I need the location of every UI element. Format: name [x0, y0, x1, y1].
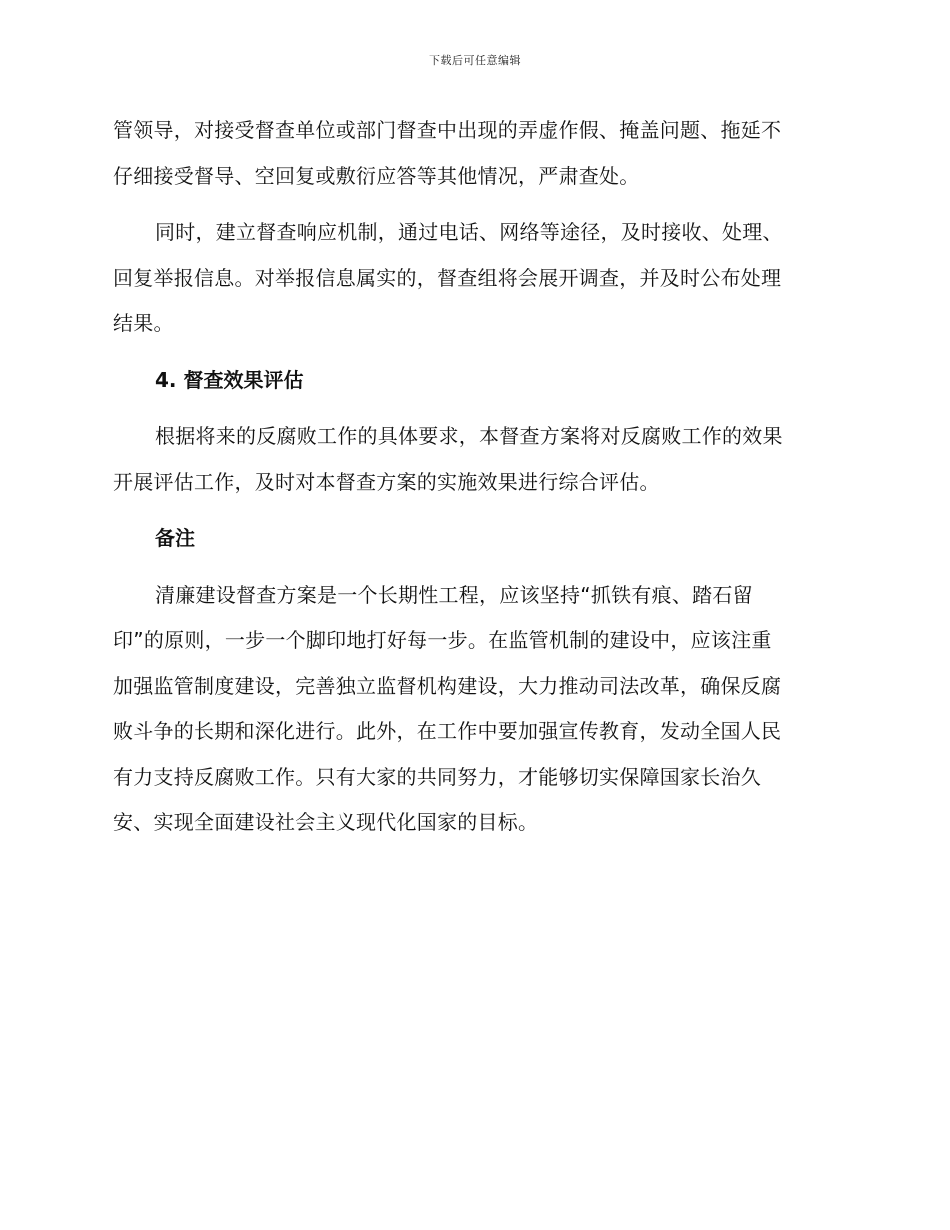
section-heading-evaluation: 4. 督查效果评估 — [155, 367, 304, 392]
paragraph-response-mechanism — [113, 210, 833, 347]
text-line: 回复举报信息。对举报信息属实的，督查组将会展开调查，并及时公布处理 — [113, 265, 782, 290]
text-line: 仔细接受督导、空回复或敷衍应答等其他情况，严肃查处。 — [113, 163, 640, 188]
text-line: 根据将来的反腐败工作的具体要求，本督查方案将对反腐败工作的效果 — [155, 424, 783, 448]
text-line: 加强监管制度建设，完善独立监督机构建设，大力推动司法改革，确保反腐 — [113, 673, 782, 698]
text-line: 同时，建立督查响应机制，通过电话、网络等途径，及时接收、处理、 — [155, 220, 783, 244]
paragraph-evaluation — [113, 414, 833, 505]
document-body — [113, 108, 833, 846]
section-heading-remarks: 备注 — [155, 526, 195, 550]
text-line: 开展评估工作，及时对本督查方案的实施效果进行综合评估。 — [113, 469, 660, 494]
text-line: 清廉建设督查方案是一个长期性工程，应该坚持“抓铁有痕、踏石留 — [155, 582, 753, 607]
text-line: 印”的原则，一步一个脚印地打好每一步。在监管机制的建设中，应该注重 — [113, 628, 772, 652]
text-line: 败斗争的长期和深化进行。此外，在工作中要加强宣传教育，发动全国人民 — [113, 719, 782, 743]
text-line: 安、实现全面建设社会主义现代化国家的目标。 — [113, 810, 539, 834]
text-line: 结果。 — [113, 311, 174, 335]
page-header: 下载后可任意编辑 — [429, 54, 521, 67]
paragraph-remarks — [113, 573, 833, 846]
text-line: 管领导，对接受督查单位或部门督查中出现的弄虚作假、掩盖问题、拖延不 — [113, 118, 782, 142]
paragraph-supervision-handling — [113, 108, 833, 199]
text-line: 有力支持反腐败工作。只有大家的共同努力，才能够切实保障国家长治久 — [113, 764, 761, 789]
